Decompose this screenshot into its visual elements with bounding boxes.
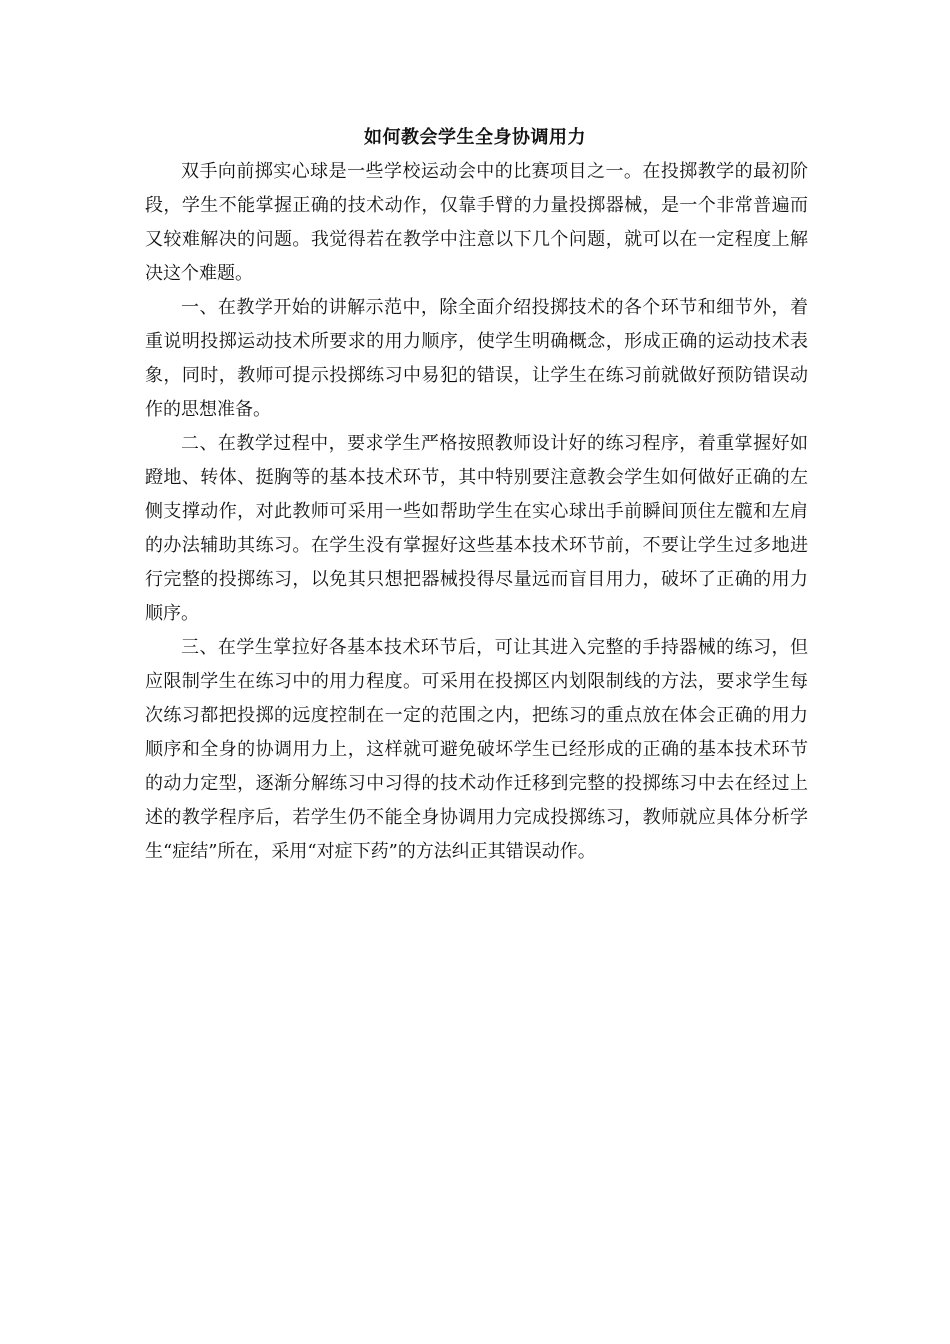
- paragraph-intro: 双手向前掷实心球是一些学校运动会中的比赛项目之一。在投掷教学的最初阶段，学生不能掌握正确的技术动作，仅靠手臂的力量投掷器械，是一个非常普遍而又较难解决的问题。我觉得若在教学中注意以下几个问题，就可以在一定程度上解决这个难题。: [145, 161, 808, 284]
- document-title: 如何教会学生全身协调用力: [364, 127, 586, 148]
- document-body: [145, 155, 808, 869]
- paragraph-point-2: 二、在教学过程中，要求学生严格按照教师设计好的练习程序，着重掌握好如蹬地、转体、挺胸等的基本技术环节，其中特别要注意教会学生如何做好正确的左侧支撑动作，对此教师可采用一些如帮助学生在实心球出手前瞬间顶住左髋和左肩的办法辅助其练习。在学生没有掌握好这些基本技术环节前，不要让学生过多地进行完整的投掷练习，以免其只想把器械投得尽量远而盲目用力，破坏了正确的用力顺序。: [145, 433, 808, 624]
- paragraph-point-1: 一、在教学开始的讲解示范中，除全面介绍投掷技术的各个环节和细节外，着重说明投掷运动技术所要求的用力顺序，使学生明确概念，形成正确的运动技术表象，同时，教师可提示投掷练习中易犯的错误，让学生在练习前就做好预防错误动作的思想准备。: [145, 297, 808, 420]
- paragraph-point-3: 三、在学生掌拉好各基本技术环节后，可让其进入完整的手持器械的练习，但应限制学生在练习中的用力程度。可采用在投掷区内划限制线的方法，要求学生每次练习都把投掷的远度控制在一定的范围之内，把练习的重点放在体会正确的用力顺序和全身的协调用力上，这样就可避免破坏学生已经形成的正确的基本技术环节的动力定型，逐渐分解练习中习得的技术动作迁移到完整的投掷练习中去在经过上述的教学程序后，若学生仍不能全身协调用力完成投掷练习，教师就应具体分析学生“症结”所在，采用“对症下药”的方法纠正其错误动作。: [145, 637, 808, 862]
